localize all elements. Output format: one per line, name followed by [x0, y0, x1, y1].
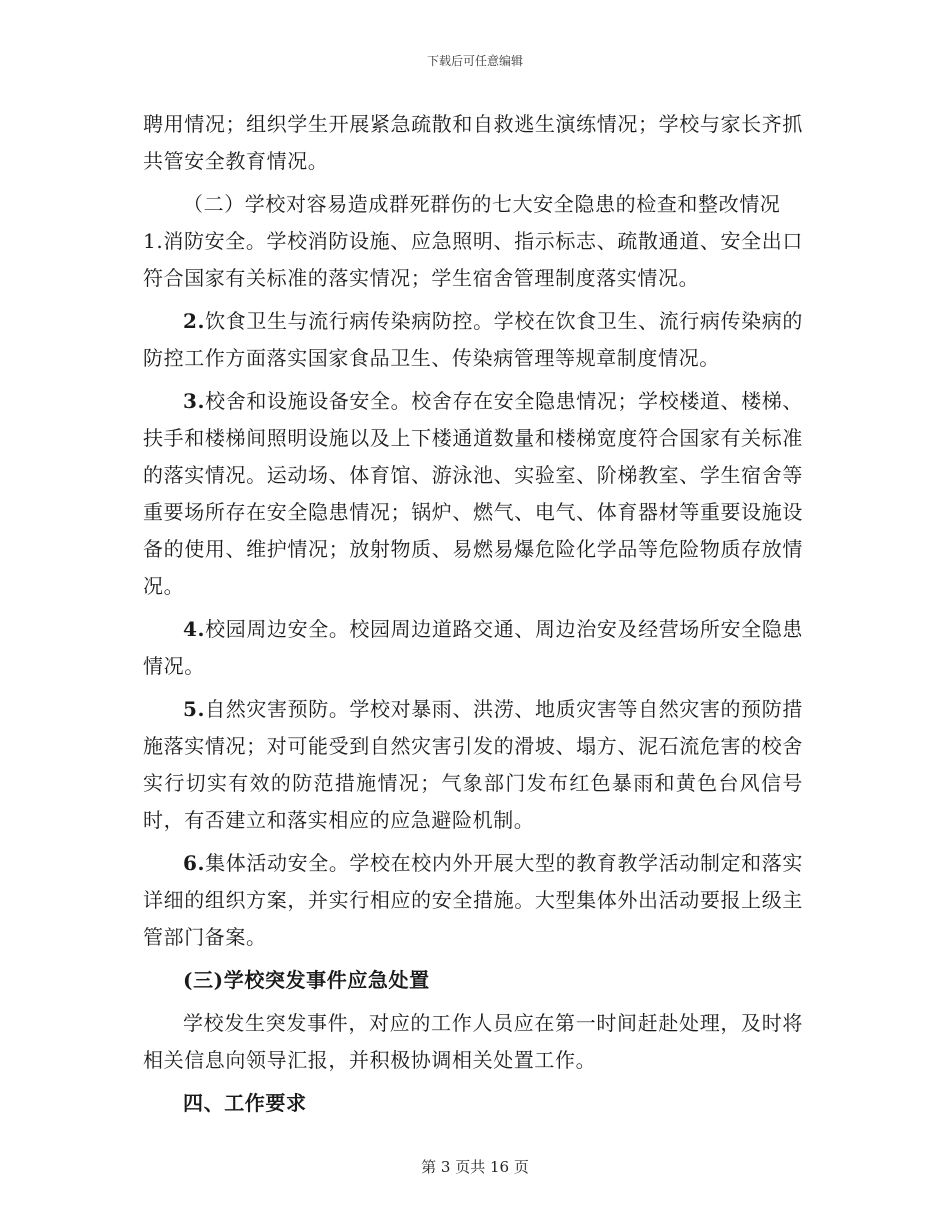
paragraph-text: 学校发生突发事件，对应的工作人员应在第一时间赶赴处理，及时将相关信息向领导汇报，并积极协调相关处置工作。 — [143, 1011, 803, 1072]
section-heading-four — [143, 1085, 803, 1122]
paragraph-item-5 — [143, 691, 803, 839]
document-body — [143, 106, 803, 1122]
paragraph-text: 1.消防安全。学校消防设施、应急照明、指示标志、疏散通道、安全出口符合国家有关标准的落实情况；学生宿舍管理制度落实情况。 — [143, 229, 803, 290]
paragraph-item-4 — [143, 611, 803, 685]
paragraph-text: （二）学校对容易造成群死群伤的七大安全隐患的检查和整改情况 — [183, 192, 781, 216]
paragraph-item-1 — [143, 223, 803, 297]
item-number: 6. — [183, 851, 206, 875]
item-number: 5. — [183, 697, 206, 721]
paragraph-text: 校园周边安全。校园周边道路交通、周边治安及经营场所安全隐患情况。 — [143, 617, 803, 678]
item-number: 4. — [183, 617, 206, 641]
paragraph-text: 聘用情况；组织学生开展紧急疏散和自救逃生演练情况；学校与家长齐抓共管安全教育情况。 — [143, 112, 803, 173]
paragraph-text: 校舍和设施设备安全。校舍存在安全隐患情况；学校楼道、楼梯、扶手和楼梯间照明设施以及上下楼通道数量和楼梯宽度符合国家有关标准的落实情况。运动场、体育馆、游泳池、实验室、阶梯教室、学生宿舍等重要场所存在安全隐患情况；锅炉、燃气、电气、体育器材等重要设施设备的使用、维护情况；放射物质、易燃易爆危险化学品等危险物质存放情况。 — [143, 389, 803, 598]
page-header-note: 下载后可任意编辑 — [426, 54, 523, 68]
paragraph-text: (三)学校突发事件应急处置 — [183, 968, 430, 992]
paragraph-continuation — [143, 106, 803, 180]
paragraph-emergency — [143, 1005, 803, 1079]
item-number: 2. — [183, 309, 206, 333]
paragraph-text: 自然灾害预防。学校对暴雨、洪涝、地质灾害等自然灾害的预防措施落实情况；对可能受到自然灾害引发的滑坡、塌方、泥石流危害的校舍实行切实有效的防范措施情况；气象部门发布红色暴雨和黄色台风信号时，有否建立和落实相应的应急避险机制。 — [143, 697, 803, 832]
section-heading-two — [143, 186, 803, 223]
page-number: 第 3 页共 16 页 — [421, 1158, 529, 1176]
paragraph-item-3 — [143, 383, 803, 605]
paragraph-item-2 — [143, 303, 803, 377]
paragraph-item-6 — [143, 845, 803, 956]
item-number: 3. — [183, 389, 206, 413]
paragraph-text: 饮食卫生与流行病传染病防控。学校在饮食卫生、流行病传染病的防控工作方面落实国家食品卫生、传染病管理等规章制度情况。 — [143, 309, 803, 370]
paragraph-text: 集体活动安全。学校在校内外开展大型的教育教学活动制定和落实详细的组织方案，并实行相应的安全措施。大型集体外出活动要报上级主管部门备案。 — [143, 851, 803, 949]
paragraph-text: 四、工作要求 — [183, 1091, 307, 1115]
section-heading-three — [143, 962, 803, 999]
